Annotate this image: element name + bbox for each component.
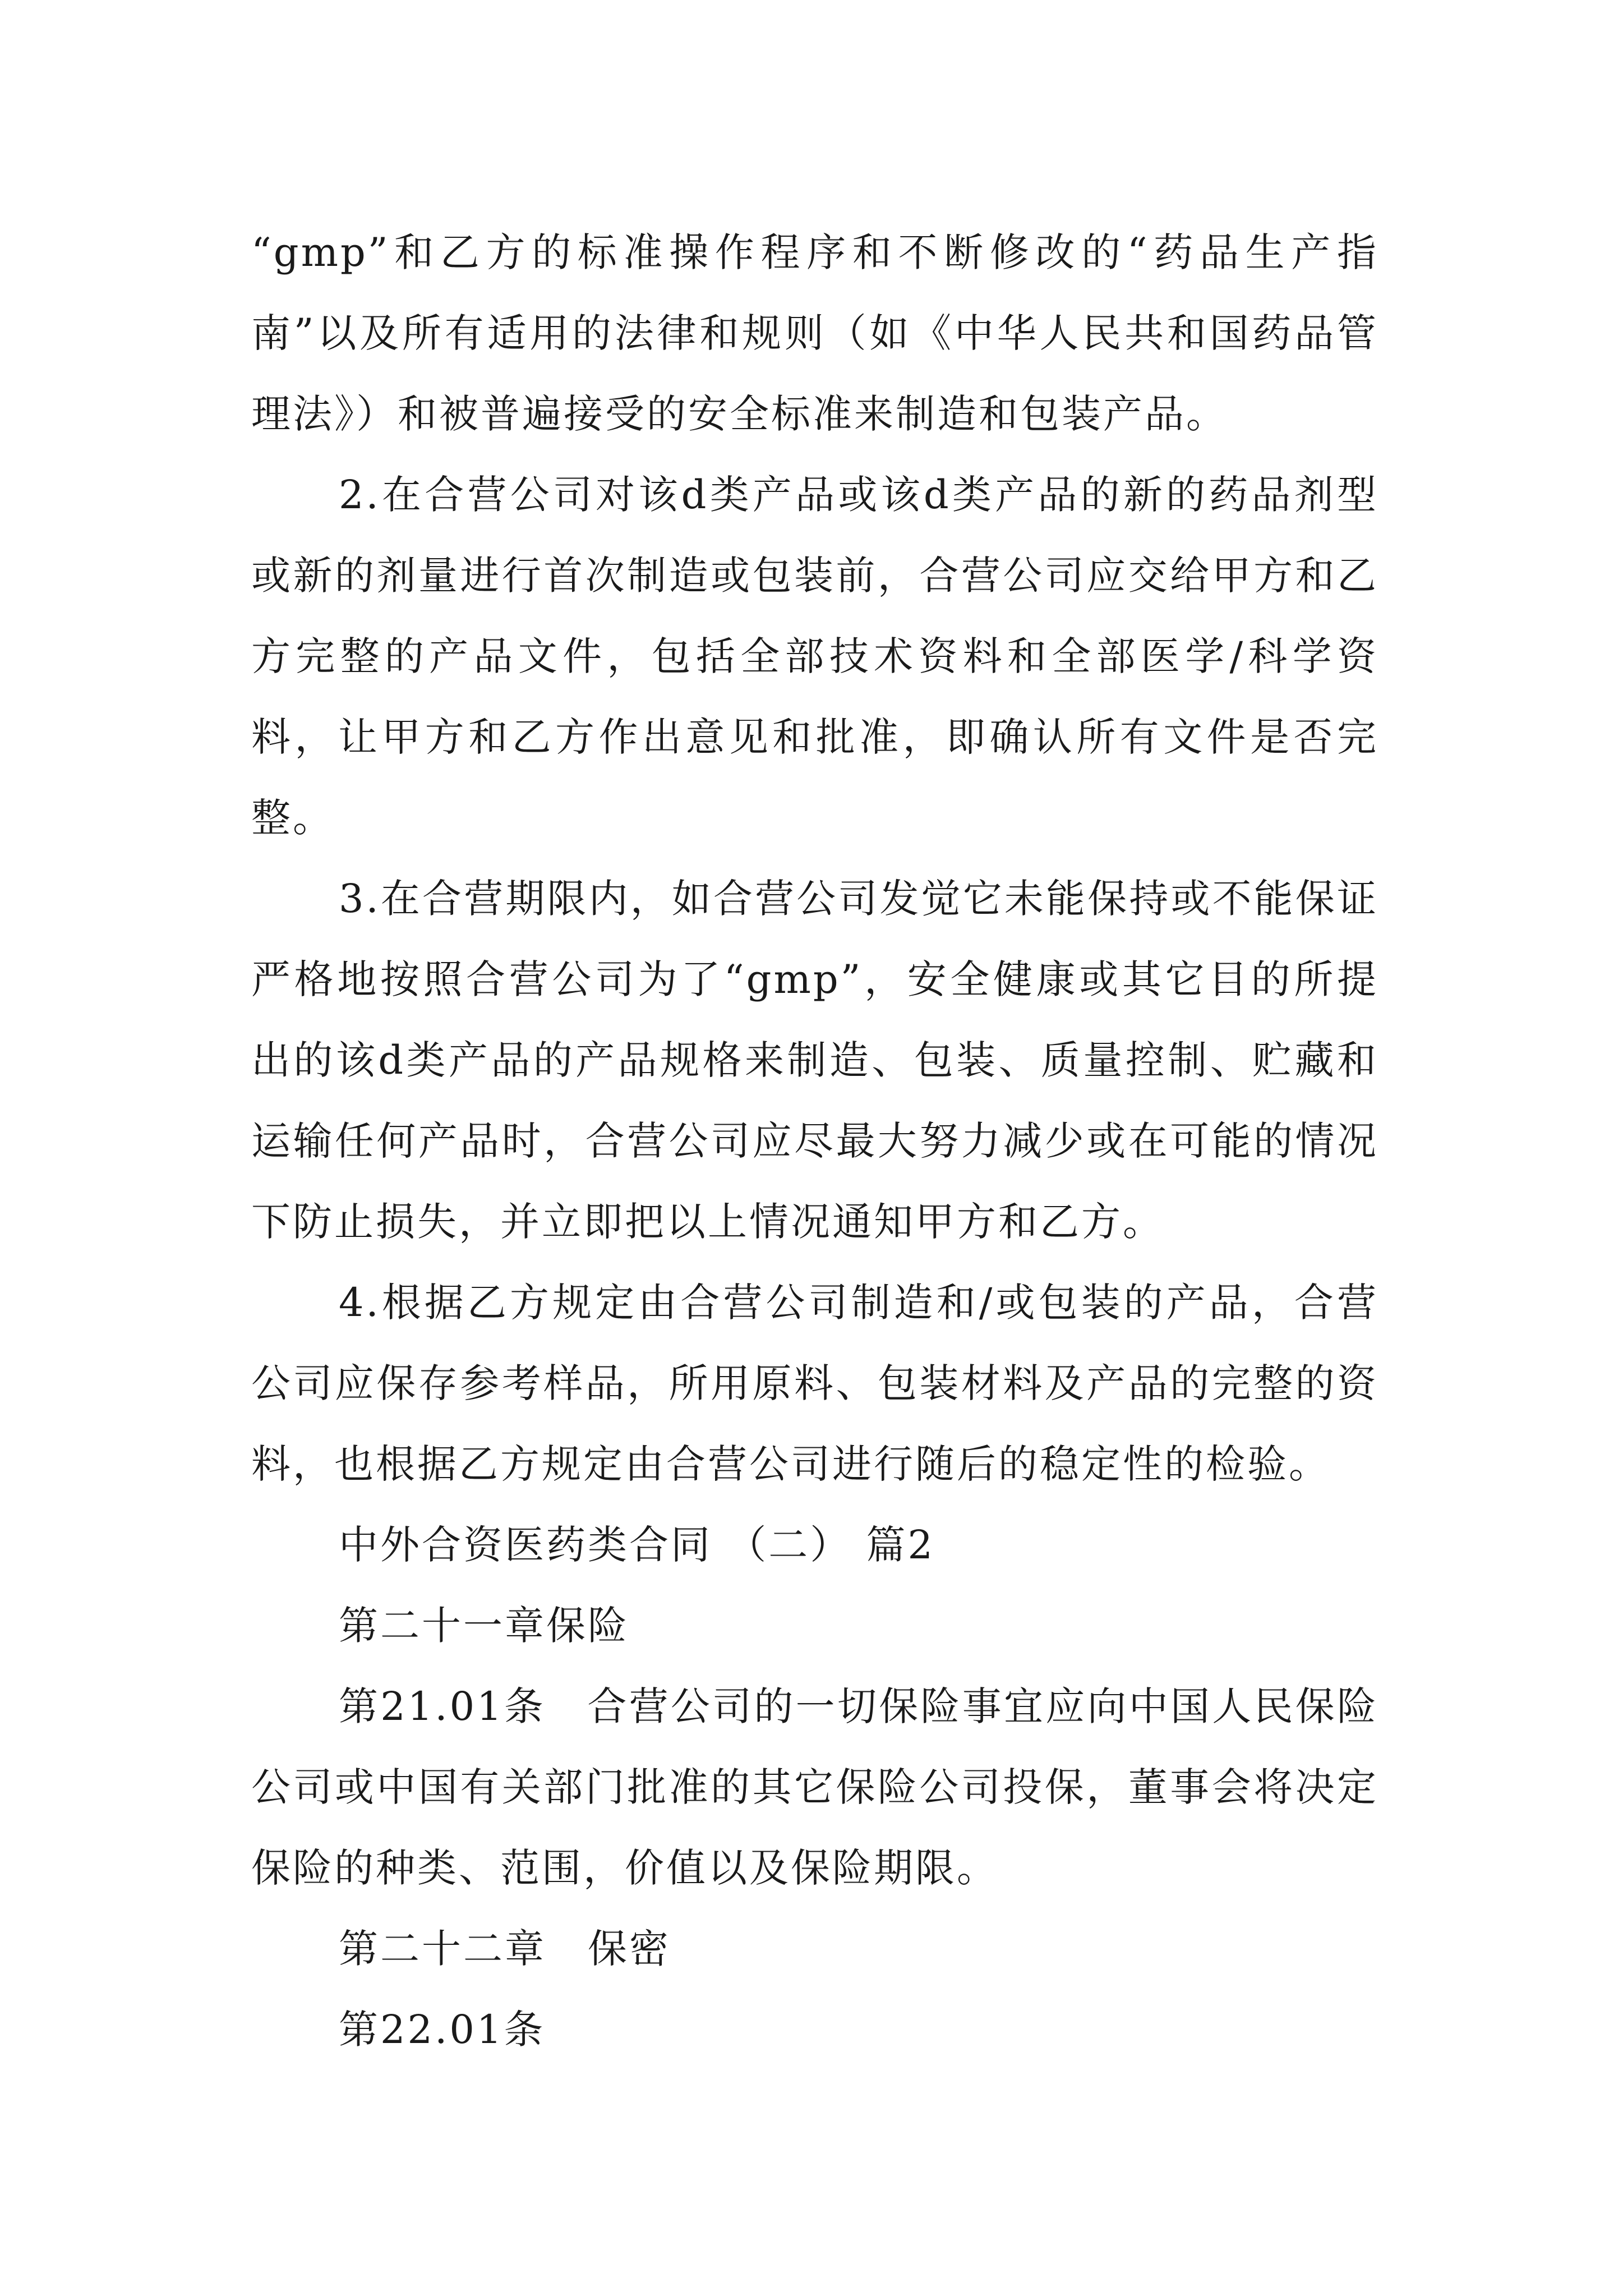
article-22-01: 第22.01条 <box>339 2007 546 2053</box>
article-21-01: 第21.01条 合营公司的一切保险事宜应向中国人民保险公司或中国有关部门批准的其它保险公司投保，董事会将决定保险的种类、范围，价值以及保险期限。 <box>251 1683 1378 1891</box>
paragraph-continuation: “gmp”和乙方的标准操作程序和不断修改的“药品生产指南”以及所有适用的法律和规则（如《中华人民共和国药品管理法》）和被普遍接受的安全标准来制造和包装产品。 <box>251 229 1378 437</box>
section-title: 中外合资医药类合同 （二） 篇2 <box>339 1522 935 1568</box>
paragraph-clause-2: 2.在合营公司对该d类产品或该d类产品的新的药品剂型或新的剂量进行首次制造或包装前，合营公司应交给甲方和乙方完整的产品文件，包括全部技术资料和全部医学/科学资料，让甲方和乙方作出意见和批准，即确认所有文件是否完整。 <box>251 472 1378 841</box>
paragraph-clause-3: 3.在合营期限内，如合营公司发觉它未能保持或不能保证严格地按照合营公司为了“gmp”，安全健康或其它目的所提出的该d类产品的产品规格来制造、包装、质量控制、贮藏和运输任何产品时，合营公司应尽最大努力减少或在可能的情况下防止损失，并立即把以上情况通知甲方和乙方。 <box>251 876 1378 1245</box>
paragraph-clause-4: 4.根据乙方规定由合营公司制造和/或包装的产品，合营公司应保存参考样品，所用原料、包装材料及产品的完整的资料，也根据乙方规定由合营公司进行随后的稳定性的检验。 <box>251 1280 1378 1487</box>
chapter-22-heading: 第二十二章 保密 <box>339 1926 671 1972</box>
document-body <box>251 212 1378 2070</box>
chapter-21-heading: 第二十一章保险 <box>339 1603 629 1649</box>
